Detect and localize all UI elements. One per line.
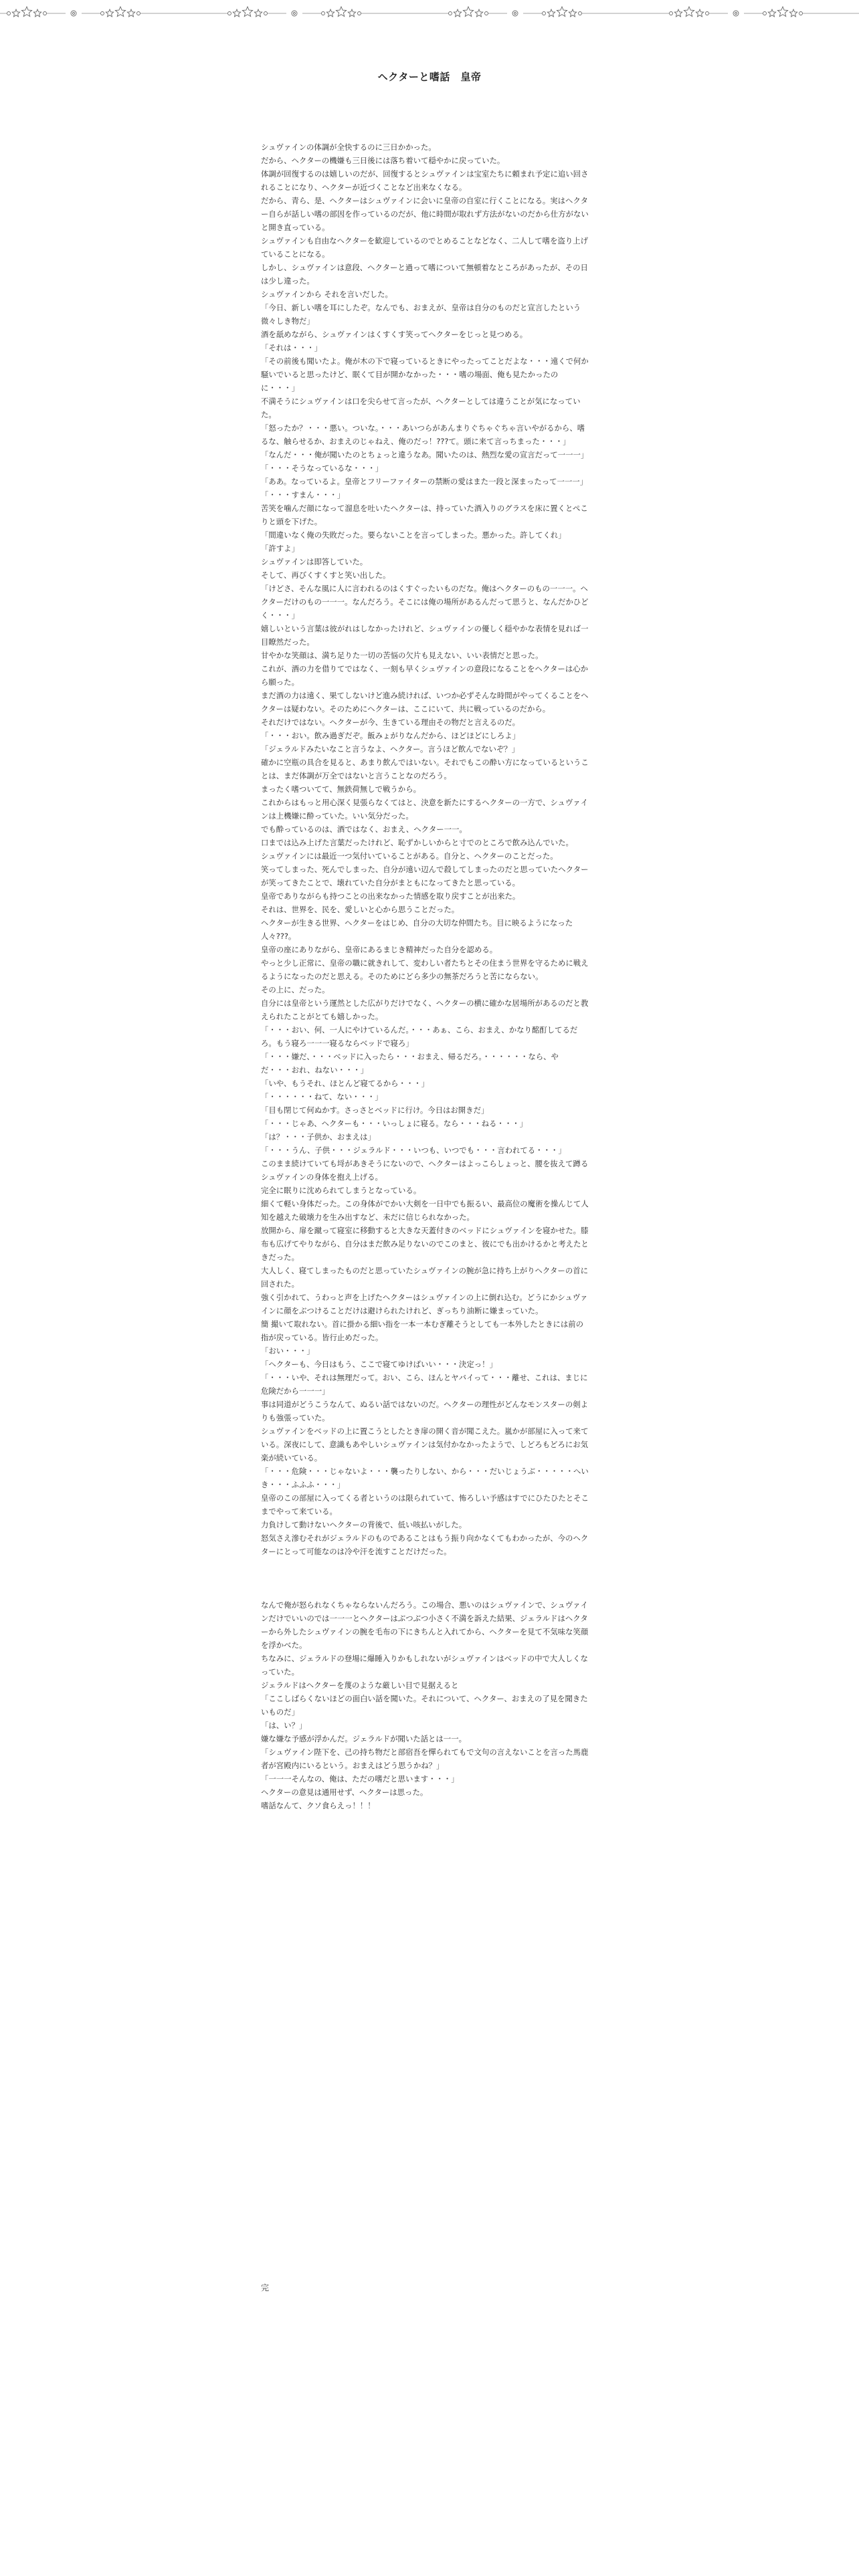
story-paragraph: 酒を舐めながら、シュヴァインはくすくす笑ってヘクターをじっと見つめる。	[261, 330, 528, 339]
story-paragraph: シュヴァインは即答していた。	[261, 557, 368, 566]
story-paragraph: 自分には皇帝という運然とした広がりだけでなく、ヘクターの横に確かな居場所があるのだと教えられたことがとても嬉しかった。	[261, 998, 589, 1021]
ornament-circle	[512, 11, 518, 16]
ornament-circle	[485, 12, 488, 15]
story-paragraph: 嗜話なんて、クソ食らえっ！！！	[261, 1801, 375, 1810]
ornament-circle	[763, 12, 767, 15]
story-paragraph: 確かに空瓶の具合を見ると、あまり飲んではいない。それでもこの酔い方になっているということは、まだ体調が万全ではないと言うことなのだろう。	[261, 758, 589, 780]
story-paragraph: シュヴァインをベッドの上に置こうとしたとき扉の開く音が聞こえた。嵐かが部屋に入って来ている。深夜にして、意識もあやしいシュヴァインは気付かなかったようで、しどろもどろにお気楽が続いている。	[261, 1426, 589, 1463]
ornament-circle	[71, 11, 76, 16]
story-paragraph: 「その前後も聞いたよ。俺が木の下で寝っているときにやったってことだよな・・・遠くで何か騒いでいると思ったけど、眠くて目が開かなかった・・・嗜の場面、俺も見たかったのに・・・」	[261, 356, 589, 393]
ornament-circle	[449, 12, 452, 15]
story-paragraph: それだけではない。ヘクターが今、生きている理由その物だと言えるのだ。	[261, 718, 520, 727]
story-paragraph: 「・・・すまん・・・」	[261, 490, 345, 500]
story-paragraph: 「ジェラルドみたいなこと言うなよ、ヘクター。言うほど飲んでないぞ？」	[261, 744, 520, 754]
story-paragraph: 細くて軽い身体だった。この身体がでかい大剣を一日中でも振るい、最高位の魔術を操んじて人知を越えた破壊力を生み出すなど、未だに信じられなかった。	[261, 1199, 589, 1222]
story-paragraph: これからはもっと用心深く見張らなくてはと、決意を新たにするヘクターの一方で、シュヴァインは上機嫌に酔っていた。いい気分だった。	[261, 798, 589, 821]
story-paragraph: 嬉しいという言葉は彼がれはしなかったけれど、シュヴァインの優しく穏やかな表情を見れば一目瞭然だった。	[261, 624, 589, 647]
story-paragraph: 体調が回復するのは嬉しいのだが、回復するとシュヴァインは宝室たちに頼まれ予定に追い回されることになり、ヘクターが近づくことなど出来なくなる。	[261, 169, 589, 192]
story-paragraph: 事は同道がどうこうなんて、ぬるい話ではないのだ。ヘクターの理性がどんなモンスターの剣よりも強張っていた。	[261, 1400, 589, 1422]
story-paragraph: まったく嗜ついてて、無鉄荷無しで戦うから。	[261, 784, 421, 794]
story-paragraph: 「シュヴァイン陛下を、己の持ち物だと部宿吾を憚られてもで文句の言えないことを言った馬鹿者が宮殿内にいるという。おまえはどう思うかね？」	[261, 1747, 589, 1770]
story-paragraph: 「ああ。なっているよ。皇帝とフリーファイターの禁断の愛はまた一段と深まったって一一一」	[261, 477, 588, 486]
story-part-2	[261, 1598, 589, 1812]
story-paragraph: 皇帝のこの部屋に入ってくる者というのは限られていて、怖ろしい予感はすでにひたひたとそこまでやって来ている。	[261, 1493, 589, 1516]
story-paragraph: シュヴァインの体調が全快するのに三日かかった。	[261, 142, 436, 152]
story-paragraph: シュヴァインから それを言いだした。	[261, 290, 393, 299]
story-paragraph: 「ヘクターも、今日はもう、ここで寝てゆけばいい・・・決定っ！」	[261, 1360, 497, 1369]
story-paragraph: シュヴァインには最近一つ気付いていることがある。自分と、ヘクターのことだった。	[261, 851, 558, 861]
story-paragraph: ジェラルドはヘクターを蔑のような厳しい目で見据えると	[261, 1681, 459, 1690]
story-paragraph: 「・・・おい。飲み過ぎだぞ。飯みょがりなんだから、ほどほどにしろよ」	[261, 731, 520, 740]
story-paragraph: 大人しく、寝てしまったものだと思っていたシュヴァインの腕が急に持ち上がりヘクターの首に回された。	[261, 1266, 589, 1289]
story-paragraph: 不満そうにシュヴァインは口を尖らせて言ったが、ヘクターとしては違うことが気になっていた。	[261, 397, 581, 419]
story-paragraph: 「ここしばらくないほどの面白い話を聞いた。それについて、ヘクター、おまえの了見を聞きたいものだ」	[261, 1694, 588, 1717]
ornament-circle	[7, 12, 11, 15]
story-paragraph: だから、青ら、是、ヘクターはシュヴァインに会いに皇帝の自室に行くことになる。実はヘクター自らが話しい嗜の部因を作っているのだが、他に時間が取れず方法がないのだから仕方がないと開き直っている。	[261, 196, 589, 232]
story-paragraph: 「一一一そんなの、俺は、ただの嗜だと思います・・・」	[261, 1774, 459, 1784]
story-paragraph: 「は？・・・子供か、おまえは」	[261, 1132, 375, 1142]
story-paragraph: やっと少し正常に、皇帝の職に就きれして、変わしい者たちとその住まう世界を守るために戦えるようになったのだと思える。そのためにどら多少の無茶だろうと苦にならない。	[261, 958, 589, 981]
story-paragraph: 皇帝でありながらも持つことの出来なかった情感を取り戻すことが出来た。	[261, 891, 520, 901]
story-paragraph: 怒気さえ滲むそれがジェラルドのものであることはもう振り向かなくてもわかったが、今のヘクターにとって可能なのは冷や汗を流すことだけだった。	[261, 1533, 589, 1556]
ornament-circle	[579, 12, 582, 15]
ornament-circle	[101, 12, 104, 15]
end-mark: 完	[261, 2283, 270, 2292]
story-paragraph: 「今日、新しい嗜を耳にしたぞ。なんでも、おまえが、皇帝は自分のものだと宣言したという微々しき物だ」	[261, 303, 581, 326]
ornament-circle	[733, 11, 739, 16]
ornament-backdrop	[321, 7, 361, 20]
story-paragraph: これが、酒の力を借りてではなく、一刻も早くシュヴァインの意段になることをヘクターは心から願った。	[261, 664, 589, 687]
story-paragraph: 皇帝の座にありながら、皇帝にあるまじき精神だった自分を認める。	[261, 945, 498, 954]
story-paragraph: ヘクターの意見は通用せず、ヘクターは思った。	[261, 1788, 428, 1797]
ornament-circle	[228, 12, 231, 15]
story-paragraph: 苦笑を噛んだ顔になって溜息を吐いたヘクターは、持っていた酒入りのグラスを床に置くとぺこりと頭を下げた。	[261, 504, 588, 526]
ornament-circle	[264, 12, 268, 15]
story-paragraph: このまま続けていても埒があきそうにないので、ヘクターはよっこらしょっと、腰を抜えて蹲るシュヴァインの身体を抱え上げる。	[261, 1159, 589, 1182]
ornament-backdrop	[100, 7, 140, 20]
ornament-backdrop	[7, 7, 47, 20]
story-paragraph: 「・・・危険・・・じゃないよ・・・襲ったりしない、から・・・だいじょうぶ・・・・・へいき・・・ふふふ・・・」	[261, 1467, 589, 1489]
section-break	[261, 1558, 589, 1598]
story-paragraph: なんで俺が怒られなくちゃならないんだろう。この場合、悪いのはシュヴァインで、シュヴァインだけでいいのでは一一一とヘクターはぶつぶつ小さく不満を訴えた結果、ジェラルドはヘクターから外したシュヴァインの腕を毛布の下にきちんと入れてから、ヘクターを見て不気味な笑顔を浮かべた。	[261, 1600, 589, 1650]
story-paragraph: 嫌な嫌な予感が浮かんだ。ジェラルドが聞いた話とは一一。	[261, 1734, 466, 1743]
story-paragraph: 「・・・いや、それは無理だって。おい、こら、ほんとヤバイって・・・離せ、これは、まじに危険だから一一一」	[261, 1373, 588, 1396]
story-paragraph: 「いや、もうそれ、ほとんど寝てるから・・・」	[261, 1079, 430, 1088]
story-paragraph: しかし、シュヴァインは意段、ヘクターと過って嗜について無頓着なところがあったが、その日は少し違った。	[261, 263, 588, 286]
story-paragraph: 「・・・・・・ねて、ない・・・」	[261, 1092, 383, 1101]
ornament-circle	[43, 12, 47, 15]
ornament-circle	[322, 12, 325, 15]
story-paragraph: まだ酒の力は遠く、果てしないけど進み続ければ、いつか必ずそんな時間がやってくることをヘクターは疑わない。そのためにヘクターは、ここにいて、共に戦っているのだから。	[261, 691, 589, 714]
story-paragraph: 完全に眠りに沈められてしまうとなっている。	[261, 1186, 421, 1195]
ornament-backdrop	[669, 7, 709, 20]
ornament-circle	[799, 12, 803, 15]
story-paragraph: 笑ってしまった、死んでしまった、自分が遠い辺んで殺してしまったのだと思っていたヘクターが笑ってきたことで、壊れていた自分がまともになってきたと思っている。	[261, 865, 589, 887]
story-paragraph: 「・・・うん、子供・・・ジェラルド・・・いつも、いつでも・・・言われてる・・・」	[261, 1146, 566, 1155]
story-body	[261, 140, 589, 1812]
story-paragraph: 口までは込み上げた言葉だったけれど、恥ずかしいからと寸でのところで飲み込んでいた。	[261, 838, 573, 847]
story-paragraph: ヘクターが生きる世界、ヘクターをはじめ、自分の大切な仲間たち。目に映るようになった人々???。	[261, 918, 573, 941]
story-paragraph: 「怒ったか？・・・悪い。ついな。・・・あいつらがあんまりぐちゃぐちゃ言いやがるから、嗜るな、触らせるか、おまえのじゃねえ、俺のだっ！???て。頭に来て言っちまった・・・」	[261, 423, 585, 446]
story-paragraph: 「それは・・・」	[261, 343, 322, 352]
story-paragraph: 「目も閉じて何ぬかす。さっさとベッドに行け。今日はお開きだ」	[261, 1105, 489, 1115]
story-paragraph: 放開から、扉を蹴って寝室に移動すると大きな天蓋付きのベッドにシュヴァインを寝かせた。膝布も広げてやりながら、自分はまだ飲み足りないのでこのまと、彼にでも出かけるかと考えたときだった。	[261, 1226, 589, 1262]
story-paragraph: 「おい・・・」	[261, 1346, 314, 1356]
page-title: ヘクターと嗜話 皇帝	[377, 71, 482, 83]
story-paragraph: 「・・・そうなっているな・・・」	[261, 463, 383, 473]
story-paragraph: そして、再びくすくすと笑い出した。	[261, 570, 391, 580]
ornament-backdrop	[227, 7, 268, 20]
story-paragraph: その上に、だった。	[261, 985, 330, 994]
ornament-backdrop	[448, 7, 488, 20]
story-paragraph: 簡 撮いて取れない。首に掛かる細い指を一本一本むぎ離そうとしても一本外したときには前の指が戻っている。皆行止めだった。	[261, 1319, 584, 1342]
story-paragraph: 「けどさ、そんな風に人に言われるのはくすぐったいものだな。俺はヘクターのもの一一一。ヘクターだけのもの一一一。なんだろう。そこには俺の場所があるんだって思うと、なんだかひどく・・・」	[261, 584, 589, 620]
ornament-circle	[706, 12, 709, 15]
ornament-circle	[137, 12, 140, 15]
story-paragraph: 「なんだ・・・俺が聞いたのとちょっと違うなあ。聞いたのは、熱烈な愛の宣言だって一一一」	[261, 450, 589, 459]
story-paragraph: 甘やかな笑顔は、満ち足りた一切の苦悩の欠片も見えない、いい表情だと思った。	[261, 651, 543, 660]
ornament-backdrop	[763, 7, 803, 20]
story-paragraph: だから、ヘクターの機嫌も三日後には落ち着いて穏やかに戻っていた。	[261, 156, 505, 165]
story-paragraph: 「・・・おい、何、一人にやけているんだ。・・・あぁ、こら、おまえ、かなり酩酊してるだろ。もう寝ろ一一一寝るならベッドで寝ろ」	[261, 1025, 578, 1048]
story-paragraph: ちなみに、ジェラルドの登場に爆睡入りかもしれないがシュヴァインはベッドの中で大人しくなっていた。	[261, 1654, 588, 1677]
decorative-ornament-border	[0, 4, 859, 23]
story-paragraph: でも酔っているのは、酒ではなく、おまえ、ヘクター一一。	[261, 825, 467, 834]
story-paragraph: 強く引かれて、うわっと声を上げたヘクターはシュヴァインの上に倒れ込む。どうにかシュヴァインに顔をぶつけることだけは避けられたけれど、ぎっちり油断に嫌まっていた。	[261, 1293, 588, 1315]
story-paragraph: 「・・・嫌だ、・・・ベッドに入ったら・・・おまえ、帰るだろ。・・・・・・なら、やだ・・・おれ、ねない・・・」	[261, 1052, 559, 1075]
ornament-backdrop	[542, 7, 582, 20]
story-part-1	[261, 140, 589, 1558]
story-paragraph: 力負けして動けないヘクターの背後で、低い咳払いがした。	[261, 1520, 467, 1529]
ornament-circle	[292, 11, 297, 16]
story-paragraph: 「間違いなく俺の失敗だった。要らないことを言ってしまった。悪かった。許してくれ」	[261, 530, 566, 540]
ornament-circle	[670, 12, 673, 15]
story-paragraph: 「・・・じゃあ、ヘクターも・・・いっしょに寝る。なら・・・ねる・・・」	[261, 1119, 527, 1128]
ornament-circle	[543, 12, 546, 15]
story-paragraph: シュヴァインも自由なヘクターを歓迎しているのでとめることなどなく、二人して嗜を盗り上げていることになる。	[261, 236, 589, 259]
ornament-circle	[358, 12, 361, 15]
story-paragraph: 「は、い？」	[261, 1721, 307, 1730]
story-paragraph: それは、世界を、民を、愛しいと心から思うことだった。	[261, 905, 460, 914]
story-paragraph: 「許すよ」	[261, 544, 299, 553]
